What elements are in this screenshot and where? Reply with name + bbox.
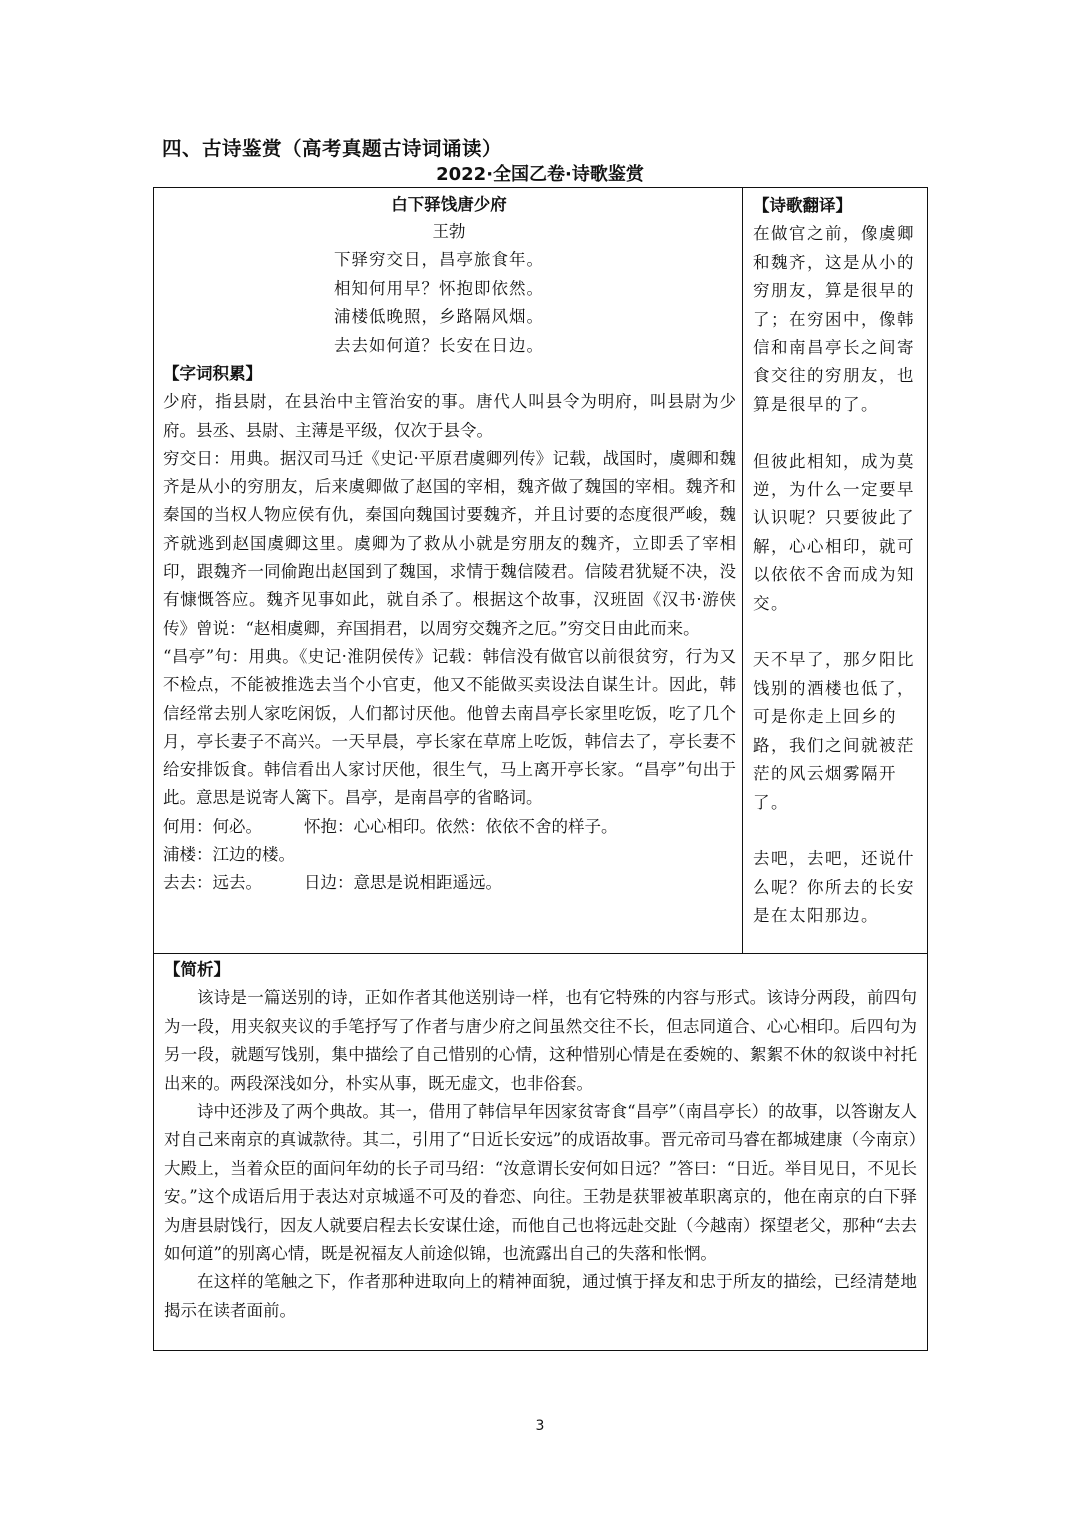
poem-line-3: 浦楼低晚照，乡路隔风烟。 — [334, 307, 544, 326]
analysis-body — [154, 954, 927, 1325]
poem-and-vocab-cell — [153, 187, 744, 954]
vocab-note-huaibao: 怀抱：心心相印。依然：依依不舍的样子。 — [304, 816, 618, 836]
analysis-paragraph: 在这样的笔触之下，作者那种进取向上的精神面貌，通过慎于择友和忠于所友的描绘，已经清楚地揭示在读者面前。 — [164, 1272, 917, 1320]
vocab-note-shaofu: 少府，指县尉，在县治中主管治安的事。唐代人叫县令为明府，叫县尉为少府。县丞、县尉、主薄是平级，仅次于县令。 — [163, 392, 736, 440]
poem-line-4: 去去如何道？长安在日边。 — [334, 335, 544, 355]
translation-paragraph: 但彼此相知，成为莫逆，为什么一定要早认识呢？只要彼此了解，心心相印，就可以依依不舍而成为知交。 — [753, 451, 915, 613]
translation-paragraph: 去吧，去吧，还说什么呢？你所去的长安是在太阳那边。 — [753, 849, 915, 926]
poem-title: 白下驿饯唐少府 — [391, 195, 507, 214]
vocab-note-ribian: 日边：意思是说相距遥远。 — [304, 873, 502, 893]
vocab-note-line — [163, 813, 736, 841]
analysis-heading: 【简析】 — [164, 960, 230, 979]
poem-author: 王勃 — [432, 222, 466, 241]
translation-paragraph: 天不早了，那夕阳比饯别的酒楼也低了，可是你走上回乡的路，我们之间就被茫茫的风云烟雾隔开了。 — [753, 650, 915, 812]
poem-line-2: 相知何用早？怀抱即依然。 — [334, 278, 544, 298]
vocab-heading: 【字词积累】 — [163, 364, 262, 383]
translation-body — [743, 188, 927, 931]
exam-subtitle: 2022·全国乙卷·诗歌鉴赏 — [436, 164, 644, 185]
analysis-cell — [153, 953, 928, 1351]
page-number: 3 — [535, 1418, 545, 1434]
vocab-note-line — [163, 869, 736, 897]
poem-line-1: 下驿穷交日，昌亭旅食年。 — [334, 250, 544, 269]
vocab-note-pulou: 浦楼：江边的楼。 — [163, 845, 295, 865]
vocab-note-qiongjiaori: 穷交日：用典。据汉司马迁《史记·平原君虞卿列传》记载，战国时，虞卿和魏齐是从小的穷朋友，后来虞卿做了赵国的宰相，魏齐做了魏国的宰相。魏齐和秦国的当权人物应侯有仇，秦国向魏国讨要魏齐，并且讨要的态度很严峻，魏齐就逃到赵国虞卿这里。虞卿为了救从小就是穷朋友的魏齐，立即丢了宰相印，跟魏齐一同偷跑出赵国到了魏国，求情于魏信陵君。信陵君犹疑不决，没有慷慨答应。魏齐见事如此，就自杀了。根据这个故事，汉班固《汉书·游侠传》曾说：“赵相虞卿，弃国捐君，以周穷交魏齐之厄。”穷交日由此而来。 — [163, 448, 736, 638]
vocab-note-changting: “昌亭”句：用典。《史记·淮阴侯传》记载：韩信没有做官以前很贫穷，行为又不检点，不能被推选去当个小官吏，他又不能做买卖设法自谋生计。因此，韩信经常去别人家吃闲饭，人们都讨厌他。他曾去南昌亭长家里吃饭，吃了几个月，亭长妻子不高兴。一天早晨，亭长家在草席上吃饭，韩信去了，亭长妻不给安排饭食。韩信看出人家讨厌他，很生气，马上离开亭长家。“昌亭”句出于此。意思是说寄人篱下。昌亭，是南昌亭的省略词。 — [163, 646, 736, 808]
translation-cell — [742, 187, 928, 954]
vocab-notes — [154, 360, 744, 898]
vocab-note-ququ: 去去：远去。 — [163, 873, 262, 893]
section-title: 四、古诗鉴赏（高考真题古诗词诵读） — [162, 137, 503, 160]
translation-heading: 【诗歌翻译】 — [753, 196, 852, 215]
translation-paragraph: 在做官之前，像虞卿和魏齐，这是从小的穷朋友，算是很早的了；在穷困中，像韩信和南昌亭长之间寄食交往的穷朋友，也算是很早的了。 — [753, 224, 915, 414]
vocab-note-heyong: 何用：何必。 — [163, 816, 262, 836]
analysis-paragraph: 诗中还涉及了两个典故。其一，借用了韩信早年因家贫寄食“昌亭”（南昌亭长）的故事，以答谢友人对自己来南京的真诚款待。其二，引用了“日近长安远”的成语故事。晋元帝司马睿在都城建康（今南京）大殿上，当着众臣的面问年幼的长子司马绍：“汝意谓长安何如日远？”答曰：“日近。举目见日，不见长安。”这个成语后用于表达对京城遥不可及的眷恋、向往。王勃是获罪被革职离京的，他在南京的白下驿为唐县尉饯行，因友人就要启程去长安谋仕途，而他自己也将远赴交趾（今越南）探望老父，那种“去去如何道”的别离心情，既是祝福友人前途似锦，也流露出自己的失落和怅惘。 — [164, 1102, 917, 1264]
analysis-paragraph: 该诗是一篇送别的诗，正如作者其他送别诗一样，也有它特殊的内容与形式。该诗分两段，前四句为一段，用夹叙夹议的手笔抒写了作者与唐少府之间虽然交往不长，但志同道合、心心相印。后四句为另一段，就题写饯别，集中描绘了自己惜别的心情，这种惜别心情是在委婉的、絮絮不休的叙谈中衬托出来的。两段深浅如分，朴实从事，既无虚文，也非俗套。 — [164, 988, 917, 1093]
